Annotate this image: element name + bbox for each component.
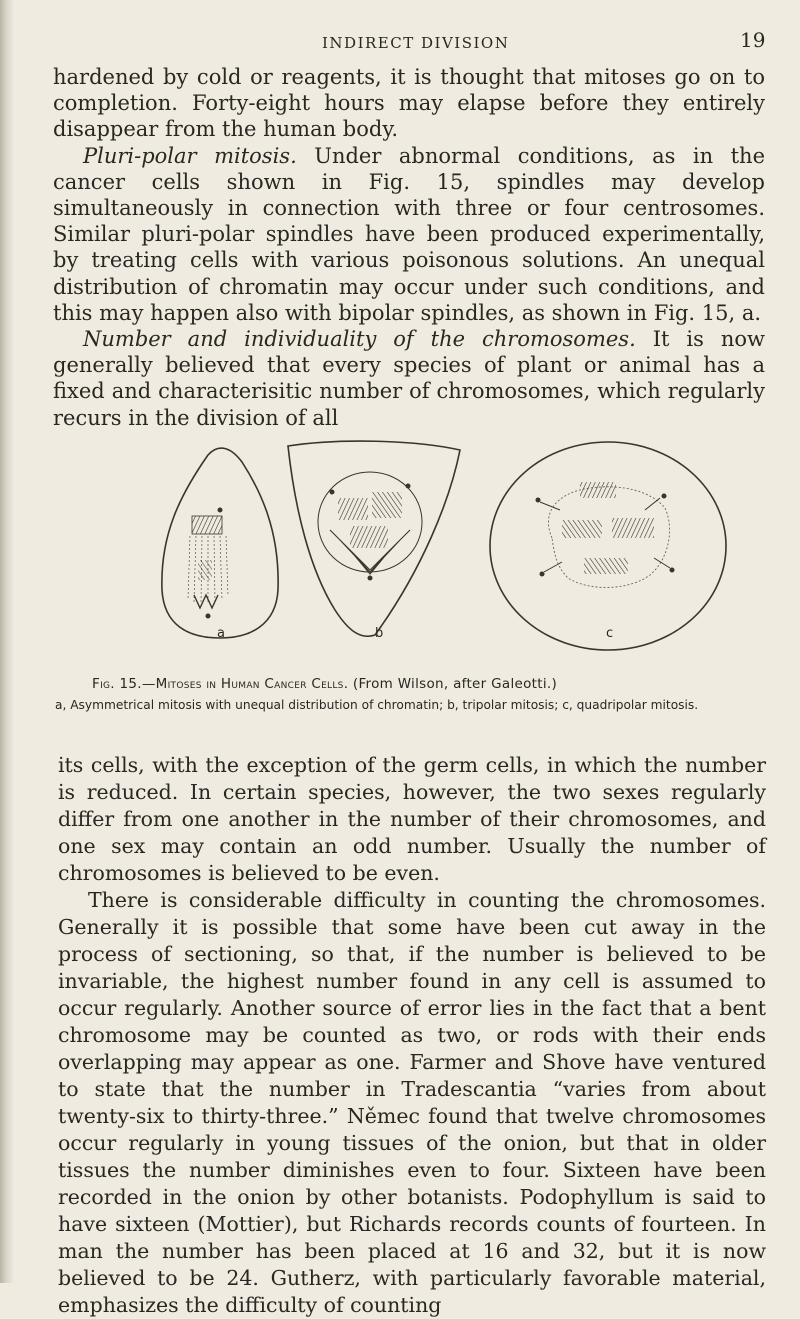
figure-label-b: b <box>375 626 384 641</box>
page-number: 19 <box>740 28 766 52</box>
cell-a-asymmetrical-mitosis <box>162 448 278 638</box>
paragraph-number-individuality <box>53 326 765 431</box>
section-heading-number-individuality: Number and individuality of the chromosomes. <box>83 327 636 352</box>
paragraph-counting-difficulty: There is considerable difficulty in counting the chromosomes. Generally it is possible that some have been cut away in the process of sectioning, so that, if the number is believed to be invariable, the highest number found in any cell is assumed to occur regularly. Another source of error lies in the fact that a bent chromosome may be counted as two, or rods with their ends overlapping may appear as one. Farmer and Shove have ventured to state that the number in Tradescantia “varies from about twenty-six to thirty-three.” Němec found that twelve chromosomes occur regularly in young tissues of the onion, but that in older tissues the number diminishes even to four. Sixteen have been recorded in the onion by other botanists. Podophyllum is said to have sixteen (Mottier), but Richards records counts of fourteen. In man the number has been placed at 16 and 32, but it is now believed to be 24. Gutherz, with particularly favorable material, emphasizes the difficulty of counting <box>58 888 766 1317</box>
paragraph-number-individuality-text: It is now generally believed that every species of plant or animal has a fixed and characterisitic number of chromosomes, which regularly recurs in the division of all <box>53 327 765 430</box>
paragraph-germ-cells: its cells, with the exception of the germ cells, in which the number is reduced. In certain species, however, the two sexes regularly differ from one another in the number of their chromosomes, and one sex may contain an odd number. Usually the number of chromosomes is believed to be even. <box>58 753 766 885</box>
figure-label-c: c <box>606 626 614 641</box>
upper-text-block <box>53 64 765 431</box>
running-head: INDIRECT DIVISION <box>322 34 510 52</box>
figure-title: —Mitoses in Human Cancer Cells. <box>141 676 349 692</box>
figure-15-illustration <box>160 440 730 652</box>
figure-caption-title <box>92 676 732 692</box>
page-header <box>0 28 800 58</box>
cell-b-tripolar-mitosis <box>288 441 460 636</box>
paragraph-completion: hardened by cold or reagents, it is thought that mitoses go on to completion. Forty-eight hours may elapse before they entirely disappear from the human body. <box>53 65 765 142</box>
figure-source: (From Wilson, after Galeotti.) <box>348 676 558 692</box>
paragraph-pluri-polar <box>53 143 765 326</box>
figure-15-mitoses <box>160 440 730 652</box>
figure-number: Fig. 15. <box>92 676 142 692</box>
figure-caption-legend: a, Asymmetrical mitosis with unequal distribution of chromatin; b, tripolar mitosis; c, quadripolar mitosis. <box>55 698 699 712</box>
lower-text-block <box>58 752 766 1319</box>
paragraph-pluri-polar-text: Under abnormal conditions, as in the cancer cells shown in Fig. 15, spindles may develop simultaneously in connection with three or four centrosomes. Similar pluri-polar spindles have been produced experimentally, by treating cells with various poisonous solutions. An unequal distribution of chromatin may occur under such conditions, and this may happen also with bipolar spindles, as shown in Fig. 15, a. <box>53 143 766 325</box>
book-gutter-shadow <box>0 0 14 1283</box>
section-heading-pluri-polar: Pluri-polar mitosis. <box>83 143 297 168</box>
figure-label-a: a <box>217 626 225 641</box>
cell-c-quadripolar-mitosis <box>490 442 726 650</box>
